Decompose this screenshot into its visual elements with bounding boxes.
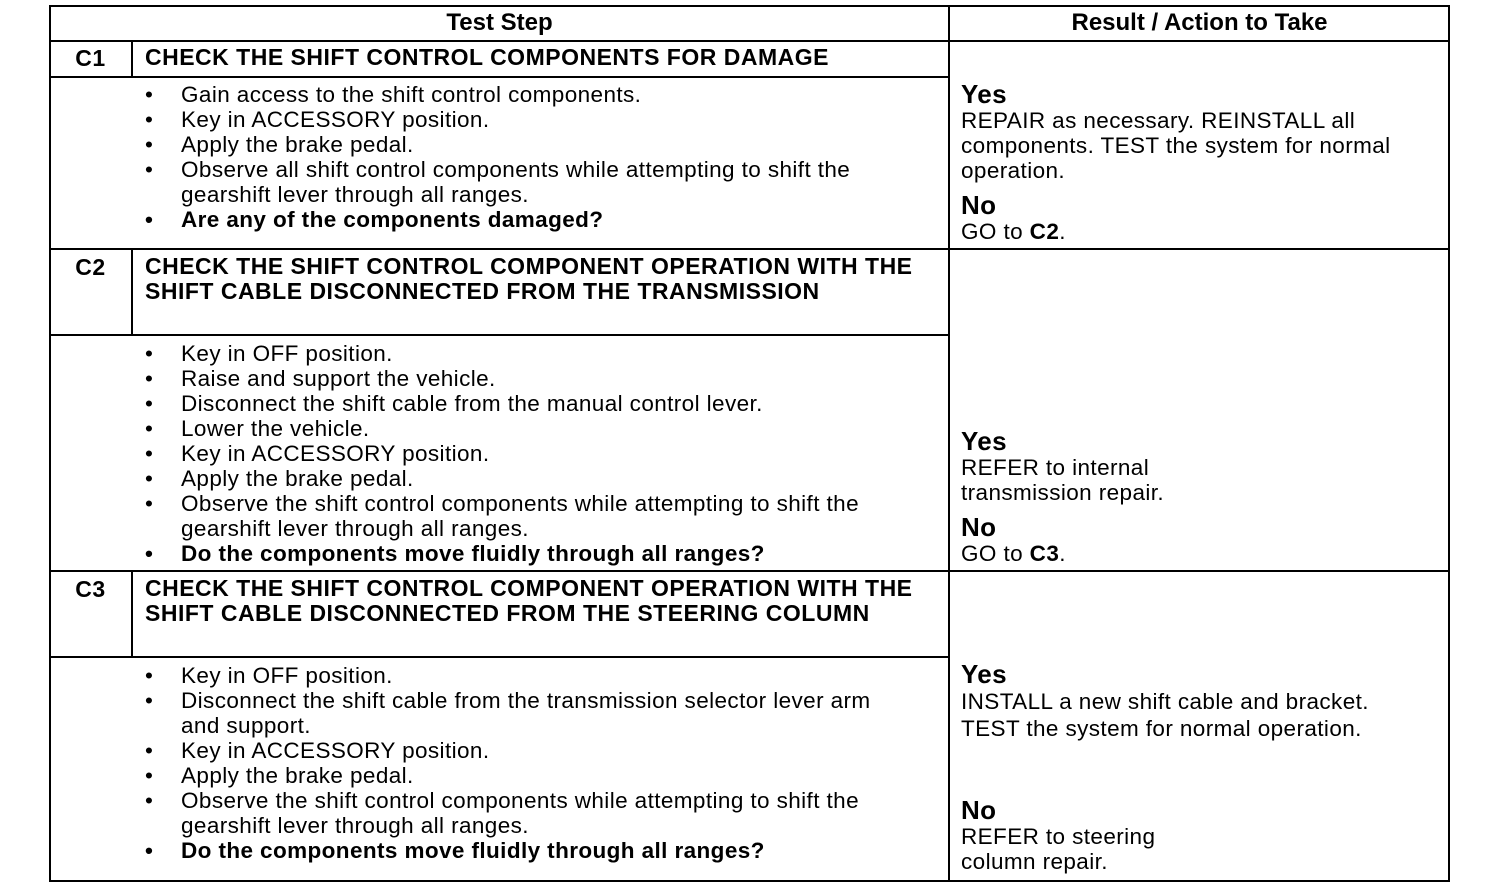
result-c1	[961, 80, 1441, 244]
yes-label-c3: Yes	[961, 659, 1008, 689]
no-action-c2	[961, 541, 1441, 566]
list-item: • Gain access to the shift control components.	[145, 82, 935, 107]
list-item: • Lower the vehicle.	[145, 416, 905, 441]
list-item: • Apply the brake pedal.	[145, 466, 905, 491]
no-action-suffix: .	[1059, 219, 1066, 244]
no-action-c1	[961, 219, 1441, 244]
step-title-c2: CHECK THE SHIFT CONTROL COMPONENT OPERATION WITH THE SHIFT CABLE DISCONNECTED FROM THE TRANSMISSION	[145, 253, 913, 304]
step-question-c2: • Do the components move fluidly through all ranges?	[145, 541, 905, 566]
step-actions-c1	[145, 82, 935, 232]
result-c2	[961, 427, 1441, 566]
c2-title-rule	[49, 334, 950, 336]
c2-end-rule	[49, 570, 1450, 572]
step-actions-c3	[145, 663, 905, 863]
c1-end-rule	[49, 248, 1450, 250]
yes-action-c3: INSTALL a new shift cable and bracket. TEST the system for normal operation.	[961, 689, 1369, 741]
list-item: • Key in ACCESSORY position.	[145, 738, 905, 763]
yes-label-c2: Yes	[961, 426, 1008, 456]
list-item: • Observe the shift control components while attempting to shift the gearshift lever through all ranges.	[145, 788, 905, 838]
step-id-c2: C2	[75, 254, 106, 280]
list-item: • Key in OFF position.	[145, 341, 905, 366]
yes-label-c1: Yes	[961, 79, 1008, 109]
step-id-c1: C1	[75, 45, 106, 71]
c1-title-rule	[49, 76, 950, 78]
no-action-c3: REFER to steering column repair.	[961, 824, 1156, 874]
no-action-prefix: GO to	[961, 219, 1030, 244]
step-question-c1: • Are any of the components damaged?	[145, 207, 935, 232]
no-label-c1: No	[961, 190, 997, 220]
no-label-c3: No	[961, 795, 997, 825]
list-item: • Key in ACCESSORY position.	[145, 107, 935, 132]
list-item: • Disconnect the shift cable from the transmission selector lever arm and support.	[145, 688, 905, 738]
list-item: • Apply the brake pedal.	[145, 132, 935, 157]
step-actions-c2	[145, 341, 905, 566]
list-item: • Key in ACCESSORY position.	[145, 441, 905, 466]
result-c3-yes	[961, 660, 1441, 742]
yes-action-c1: REPAIR as necessary. REINSTALL all components. TEST the system for normal operation.	[961, 108, 1391, 183]
header-test-step: Test Step	[446, 9, 553, 36]
no-label-c2: No	[961, 512, 997, 542]
list-item: • Key in OFF position.	[145, 663, 905, 688]
no-action-prefix: GO to	[961, 541, 1030, 566]
step-id-c3: C3	[75, 576, 106, 602]
yes-action-c2: REFER to internal transmission repair.	[961, 455, 1165, 505]
result-c3-no	[961, 796, 1441, 874]
list-item: • Apply the brake pedal.	[145, 763, 905, 788]
header-result-action: Result / Action to Take	[1071, 9, 1328, 36]
list-item: • Raise and support the vehicle.	[145, 366, 905, 391]
go-to-step-link: C2	[1029, 219, 1060, 244]
column-divider	[948, 5, 950, 882]
step-title-c3: CHECK THE SHIFT CONTROL COMPONENT OPERATION WITH THE SHIFT CABLE DISCONNECTED FROM THE STEERING COLUMN	[145, 575, 913, 626]
step-question-c3: • Do the components move fluidly through all ranges?	[145, 838, 905, 863]
step-title-c1: CHECK THE SHIFT CONTROL COMPONENTS FOR DAMAGE	[145, 44, 829, 70]
go-to-step-link: C3	[1029, 541, 1060, 566]
list-item: • Observe the shift control components while attempting to shift the gearshift lever through all ranges.	[145, 491, 905, 541]
no-action-suffix: .	[1059, 541, 1066, 566]
c3-title-rule	[49, 656, 950, 658]
list-item: • Observe all shift control components while attempting to shift the gearshift lever through all ranges.	[145, 157, 935, 207]
list-item: • Disconnect the shift cable from the manual control lever.	[145, 391, 905, 416]
